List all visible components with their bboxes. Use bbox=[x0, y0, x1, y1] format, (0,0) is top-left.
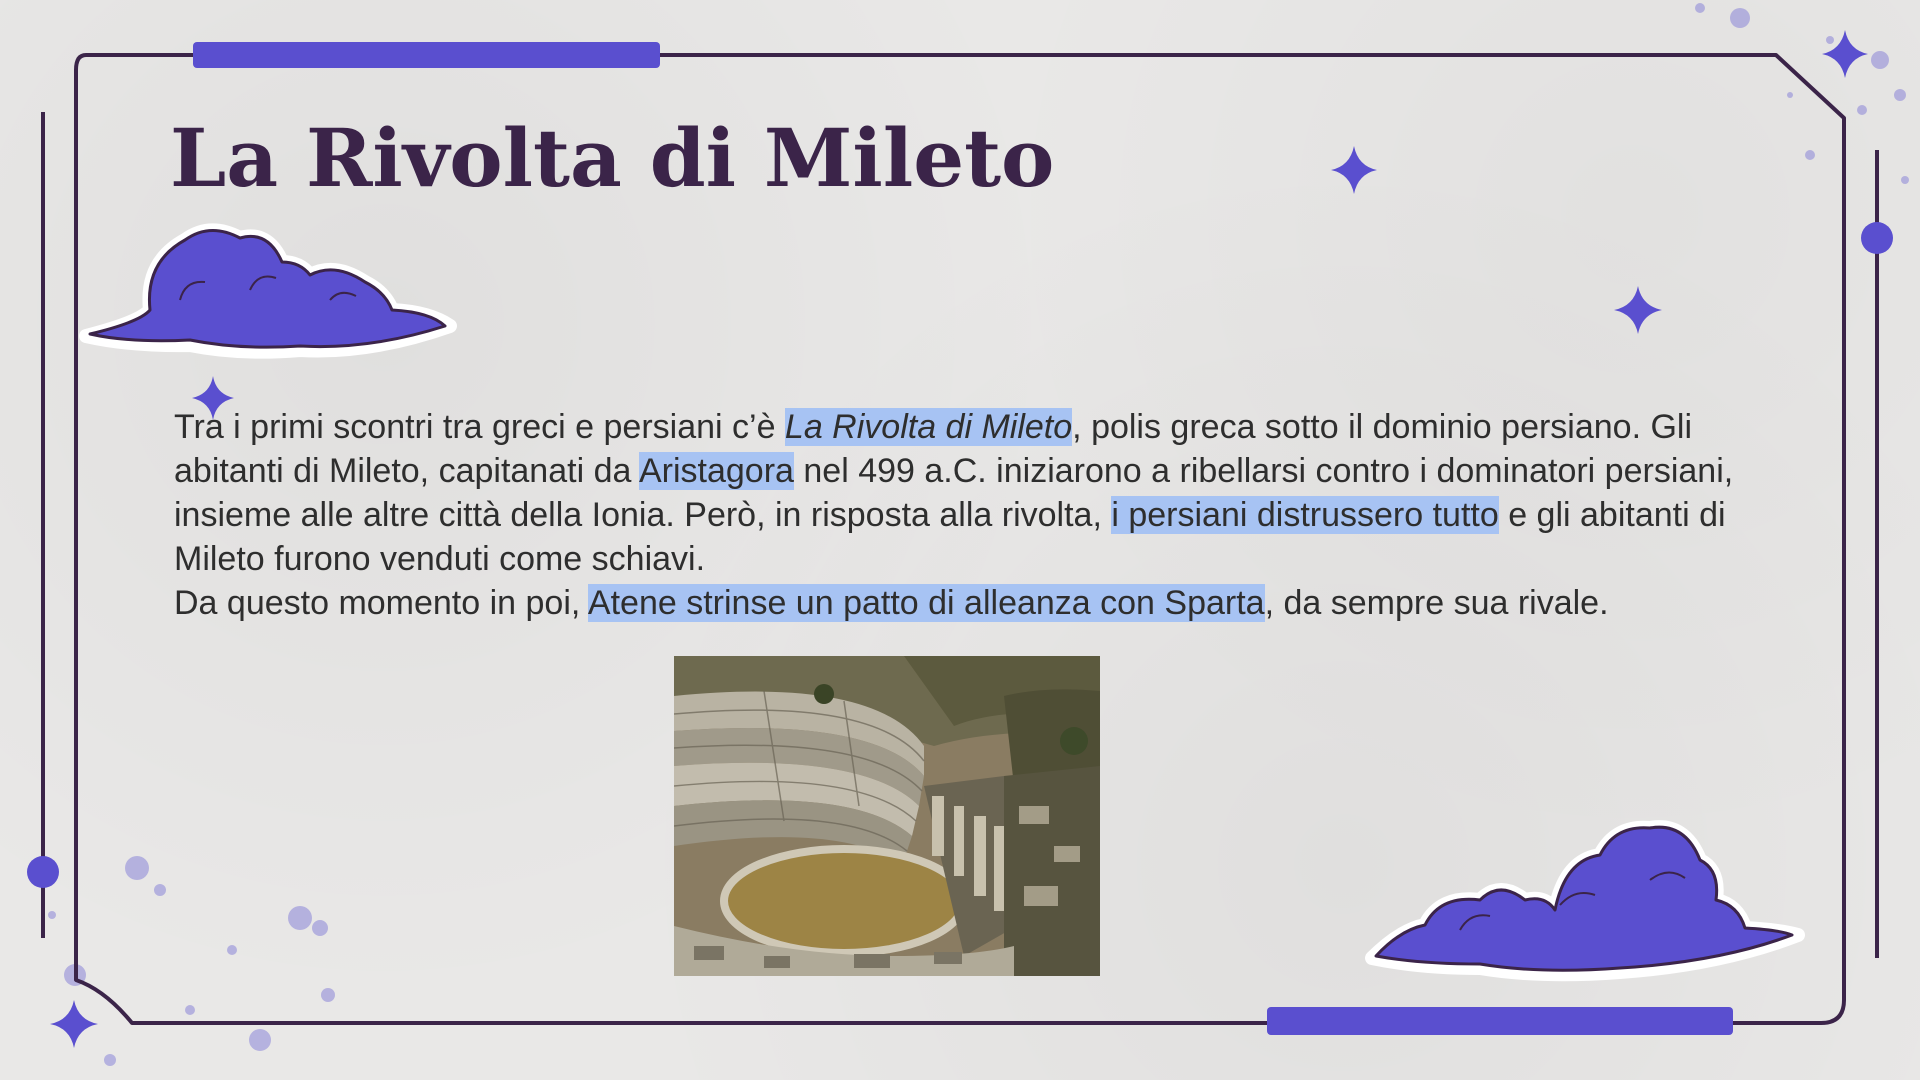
paragraph-rivolta bbox=[174, 405, 1794, 581]
text-segment: , polis greca sotto il dominio persiano. Gli abitanti di Mileto, capitanati da bbox=[174, 408, 1693, 490]
accent-bar-top bbox=[193, 42, 660, 68]
star-icon bbox=[1614, 286, 1662, 334]
text-segment: e gli abitanti di Mileto furono venduti come schiavi. bbox=[174, 496, 1726, 578]
slide-body bbox=[174, 405, 1794, 625]
cloud-left bbox=[86, 230, 450, 351]
text-segment: , da sempre sua rivale. bbox=[1264, 584, 1609, 622]
theatre-photo bbox=[674, 656, 1100, 976]
dot-right bbox=[1861, 222, 1893, 254]
dot-left bbox=[27, 856, 59, 888]
highlight-persiani: i persiani distrussero tutto bbox=[1111, 496, 1499, 534]
star-icon bbox=[50, 1000, 98, 1048]
highlight-alleanza: Atene strinse un patto di alleanza con Sparta bbox=[587, 584, 1265, 622]
text-segment: nel 499 a.C. iniziarono a ribellarsi contro i dominatori persiani, insieme alle altre città della Ionia. Però, in risposta alla rivolta, bbox=[174, 452, 1734, 534]
accent-bar-bottom bbox=[1267, 1007, 1733, 1035]
text-segment: Tra i primi scontri tra greci e persiani c’è bbox=[174, 408, 785, 446]
slide-title: La Rivolta di Mileto bbox=[170, 111, 1055, 205]
paragraph-alleanza bbox=[174, 581, 1794, 625]
text-segment: Da questo momento in poi, bbox=[174, 584, 588, 622]
ancient-theatre-image bbox=[674, 656, 1100, 976]
highlight-aristagora: Aristagora bbox=[638, 452, 794, 490]
paint-splatter-bottom-left bbox=[48, 856, 335, 1066]
cloud-right bbox=[1372, 827, 1798, 974]
star-icon bbox=[1331, 146, 1377, 194]
highlight-rivolta: La Rivolta di Mileto bbox=[784, 408, 1073, 446]
